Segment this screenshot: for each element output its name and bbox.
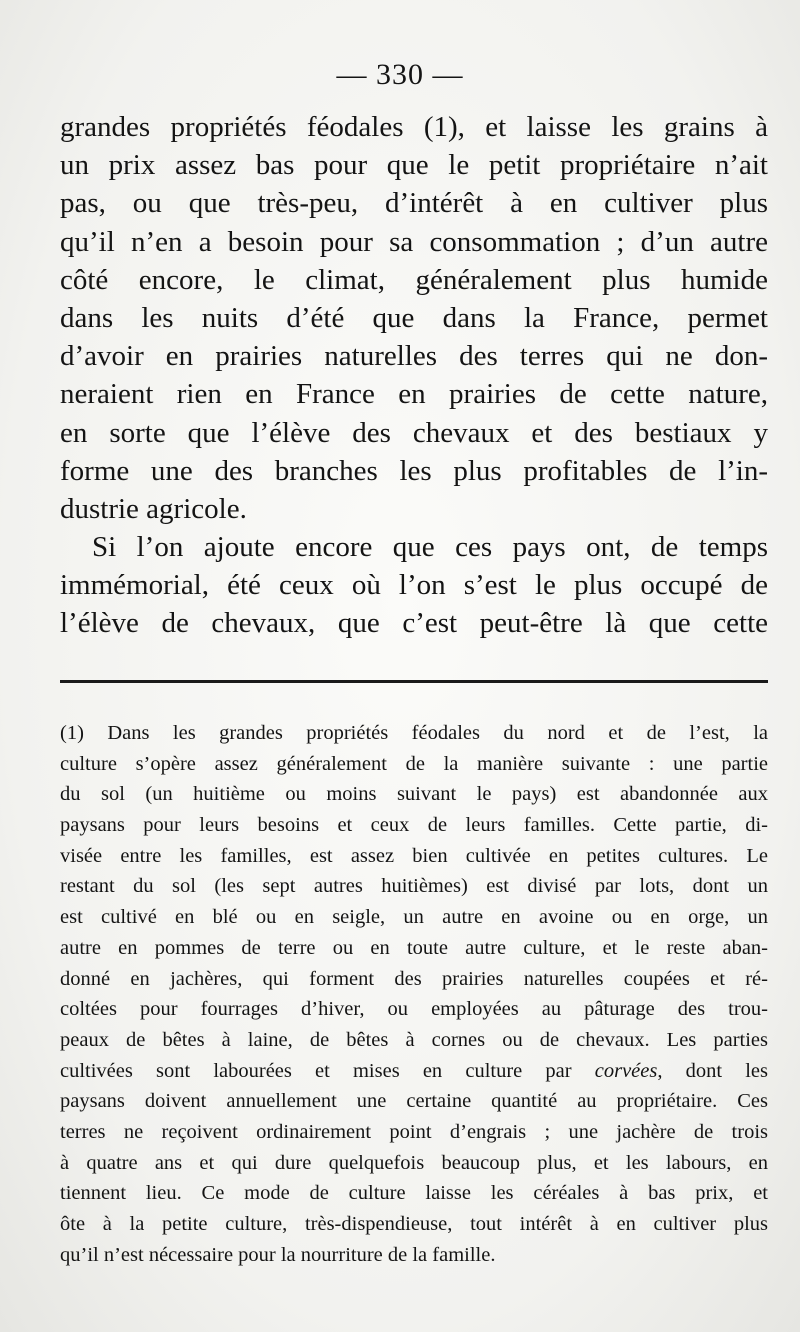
footnote-line: qu’il n’est nécessaire pour la nourriture de la famille. <box>60 1243 496 1266</box>
footnote-line: autre en pommes de terre ou en toute autre culture, et le reste aban- <box>60 936 768 959</box>
footnote-line: ôte à la petite culture, très-dispendieuse, tout intérêt à en cultiver plus <box>60 1213 768 1235</box>
footnote-line: paysans doivent annuellement une certaine quantité au propriétaire. Ces <box>60 1090 768 1113</box>
page-number: — 330 — <box>336 58 464 91</box>
body-line: côté encore, le climat, généralement plus humide <box>60 263 768 296</box>
footnote-line: à quatre ans et qui dure quelquefois beaucoup plus, et les labours, en <box>60 1151 768 1174</box>
footnote-line: terres ne reçoivent ordinairement point d’engrais ; une jachère de trois <box>60 1120 768 1143</box>
body-line: un prix assez bas pour que le petit propriétaire n’ait <box>60 149 768 182</box>
footnote-line: paysans pour leurs besoins et ceux de leurs familles. Cette partie, di- <box>60 814 768 837</box>
body-line: Si l’on ajoute encore que ces pays ont, de temps <box>92 531 768 564</box>
main-text <box>60 108 768 643</box>
body-line: pas, ou que très-peu, d’intérêt à en cultiver plus <box>60 187 768 220</box>
footnote-line: est cultivé en blé ou en seigle, un autre en avoine ou en orge, un <box>60 906 768 929</box>
footnote-line: (1) Dans les grandes propriétés féodales du nord et de l’est, la <box>60 722 768 744</box>
body-line: d’avoir en prairies naturelles des terres qui ne don- <box>60 340 768 373</box>
body-line: forme une des branches les plus profitables de l’in- <box>60 454 768 487</box>
body-line: immémorial, été ceux où l’on s’est le plus occupé de <box>60 569 768 602</box>
body-line: l’élève de chevaux, que c’est peut-être là que cette <box>60 607 768 640</box>
footnote-line: visée entre les familles, est assez bien cultivée en petites cultures. Le <box>60 844 768 867</box>
body-line: dans les nuits d’été que dans la France, permet <box>60 301 768 334</box>
footnote <box>60 718 768 1270</box>
body-line: qu’il n’en a besoin pour sa consommation ; d’un autre <box>60 225 768 258</box>
body-line: dustrie agricole. <box>60 492 247 525</box>
footnote-line: tiennent lieu. Ce mode de culture laisse les céréales à bas prix, et <box>60 1182 768 1205</box>
footnote-line: coltées pour fourrages d’hiver, ou employées au pâturage des trou- <box>60 998 768 1021</box>
footnote-line: donné en jachères, qui forment des prairies naturelles coupées et ré- <box>60 967 768 990</box>
footnote-line: culture s’opère assez généralement de la manière suivante : une partie <box>60 752 768 775</box>
body-line: en sorte que l’élève des chevaux et des bestiaux y <box>60 416 768 449</box>
footnote-line: peaux de bêtes à laine, de bêtes à cornes ou de chevaux. Les parties <box>60 1028 768 1051</box>
body-line: neraient rien en France en prairies de cette nature, <box>60 378 768 411</box>
footnote-line: du sol (un huitième ou moins suivant le pays) est abandonnée aux <box>60 783 768 806</box>
body-line: grandes propriétés féodales (1), et laisse les grains à <box>60 111 768 143</box>
footnote-line: cultivées sont labourées et mises en culture par corvées, dont les <box>60 1059 769 1082</box>
footnote-separator <box>60 680 768 683</box>
footnote-line: restant du sol (les sept autres huitièmes) est divisé par lots, dont un <box>60 875 768 898</box>
